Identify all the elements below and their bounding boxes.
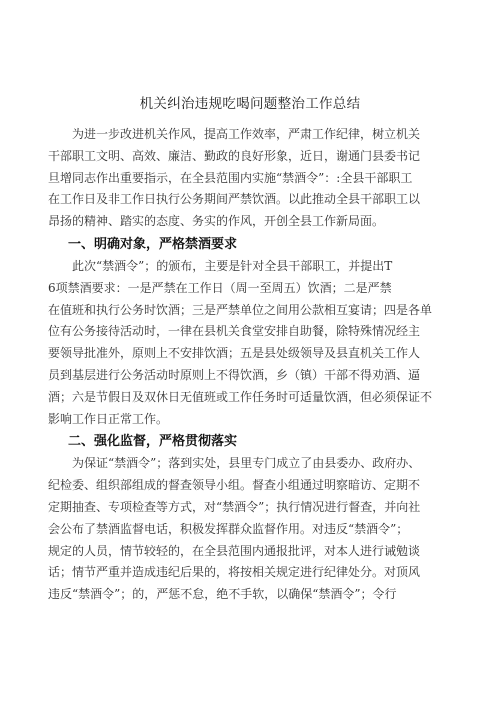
section1-paragraph: 此次“禁酒令”；的颁布，主要是针对全县干部职工，并提出T 6项禁酒要求：一是严禁在工作日（周一至周五）饮酒；二是严禁 在值班和执行公务时饮酒；三是严禁单位之间用公款相互宴请；四是各单 位有公务接待活动时，一律在县机关食堂安排自助餐，除特殊情况经主 要领导批准外，原则上不安排饮酒；五是县处级领导及县直机关工作人 员到基层进行公务活动时原则上不得饮酒，乡（镇）干部不得劝酒、逼 酒；六是节假日及双休日无值班或工作任务时可适量饮酒，但必须保证不 影响工作日正常工作。 xyxy=(48,258,433,426)
intro-paragraph: 为进一步改进机关作风，提高工作效率，严肃工作纪律，树立机关 干部职工文明、高效、廉洁、勤政的良好形象，近日，谢通门县委书记 旦增同志作出重要指示，在全县范围内实施“禁酒令”：:全县干部职工 在工作日及非工作日执行公务期间严禁饮酒。以此推动全县干部职工以 昂扬的精神、踏实的态度、务实的作风，开创全县工作新局面。 xyxy=(48,127,421,229)
section1-heading: 一、明确对象，严格禁酒要求 xyxy=(68,236,238,252)
document-title: 机关纠治违规吃喝问题整治工作总结 xyxy=(139,96,361,112)
section2-heading: 二、强化监督，严格贯彻落实 xyxy=(68,434,238,450)
section2-paragraph: 为保证“禁酒令”；落到实处，县里专门成立了由县委办、政府办、 纪检委、组织部组成的督查领导小组。督查小组通过明察暗访、定期不 定期抽查、专项检查等方式，对“禁酒令”；执行情况进行督查，并向社 会公布了禁酒监督电话，积极发挥群众监督作用。对违反“禁酒令”； 规定的人员，情节较轻的，在全县范围内通报批评，对本人进行诫勉谈 话；情节严重并造成违纪后果的，将按相关规定进行纪律处分。对顶风 违反“禁酒令”；的，严惩不怠，绝不手软，以确保“禁酒令”；令行 xyxy=(48,456,421,602)
document-body xyxy=(48,124,458,606)
